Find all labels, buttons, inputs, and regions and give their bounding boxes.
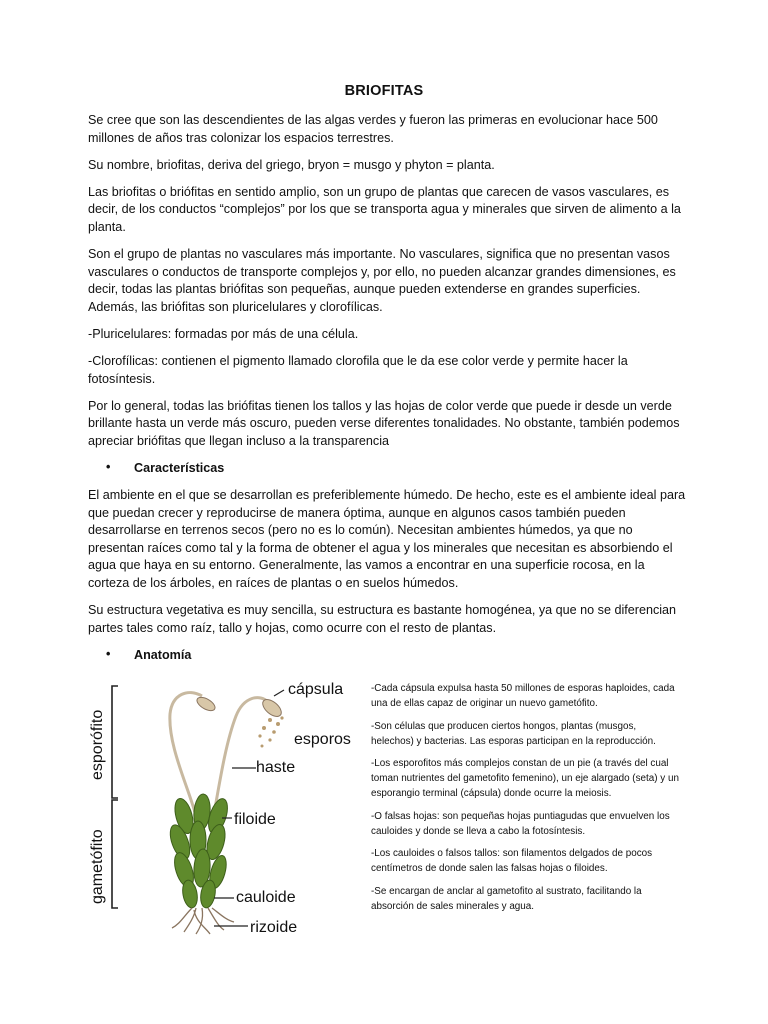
paragraph: El ambiente en el que se desarrollan es preferiblemente húmedo. De hecho, este es el ambiente ideal para que puedan crecer y reproducirse de manera óptima, aunque en algunos casos también pueden desarrollarse en terrenos secos (pero no es lo común). Necesitan ambientes húmedos, ya que no presentan raíces como tal y la forma de obtener el agua y los minerales que necesitan es absorbiendo el agua que haya en su entorno. Generalmente, las vamos a encontrar en una superficie rocosa, en la corteza de los árboles, en raíces de plantas o en suelos húmedos. xyxy=(88,488,686,591)
paragraph: Su nombre, briofitas, deriva del griego, bryon = musgo y phyton = planta. xyxy=(88,157,495,172)
label-haste: haste xyxy=(256,759,296,776)
rhizoids xyxy=(172,908,234,934)
anatomy-notes xyxy=(371,681,681,921)
paragraph: Su estructura vegetativa es muy sencilla, su estructura es bastante homogénea, ya que no se diferencian partes tales como raíz, tallo y hojas, como ocurre con el resto de plantas. xyxy=(88,603,677,635)
bullet-glyph: • xyxy=(106,646,111,661)
section-heading-anatomia xyxy=(88,647,686,665)
document-body xyxy=(88,112,686,674)
label-rizoide: rizoide xyxy=(250,919,298,936)
leaf-cluster xyxy=(166,793,231,909)
document-title: BRIOFITAS xyxy=(344,83,424,99)
note-cauloide: -Los cauloides o falsos tallos: son filamentos delgados de pocos centímetros de donde salen las falsas hojas o filoides. xyxy=(371,848,653,874)
stalks xyxy=(170,693,268,816)
moss-anatomy-figure xyxy=(84,676,366,946)
section-heading-text: Características xyxy=(134,461,225,475)
bullet-glyph: • xyxy=(106,460,111,474)
paragraph: Son el grupo de plantas no vasculares más importante. No vasculares, significa que no presentan vasos vasculares o conductos de transporte complejos y, por ello, no pueden alcanzar grandes dimensiones, es decir, todas las plantas briófitas son pequeñas, aunque pueden extenderse en grandes superficies. Además, las briófitas son pluricelulares y clorofílicas. xyxy=(88,247,676,314)
side-label-gametofito: gametófito xyxy=(89,829,106,904)
section-heading-text: Anatomía xyxy=(134,647,192,662)
spores xyxy=(258,716,283,747)
paragraph: -Clorofílicas: contienen el pigmento llamado clorofila que le da ese color verde y permite hacer la fotosíntesis. xyxy=(88,354,628,386)
label-cauloide: cauloide xyxy=(236,889,296,906)
note-esporos: -Son células que producen ciertos hongos, plantas (musgos, helechos) y bacterias. Las esporas participan en la reproducción. xyxy=(371,720,656,747)
paragraph: Por lo general, todas las briófitas tienen los tallos y las hojas de color verde que puede ir desde un verde brillante hasta un verde más oscuro, pueden verse diferentes tonalidades. No obstante, también podemos apreciar briófitas que llegan incluso a la transparencia xyxy=(88,398,680,448)
note-filoide: -O falsas hojas: son pequeñas hojas puntiagudas que envuelven los cauloides y donde se lleva a cabo la fotosíntesis. xyxy=(371,810,670,837)
note-capsula: -Cada cápsula expulsa hasta 50 millones de esporas haploides, cada una de ellas capaz de originar un nuevo gametófito. xyxy=(371,683,675,709)
label-filoide: filoide xyxy=(234,811,276,828)
label-capsula: cápsula xyxy=(288,681,344,698)
note-rizoide: -Se encargan de anclar al gametofito al sustrato, facilitando la absorción de sales minerales y agua. xyxy=(371,885,642,912)
bracket-lines xyxy=(112,686,118,908)
note-haste: -Los esporofitos más complejos constan de un pie (a través del cual toman nutrientes del gametofito femenino), un eje alargado (seta) y un esporangio terminal (cápsula) donde ocurre la meiosis. xyxy=(371,758,679,799)
label-esporos: esporos xyxy=(294,731,351,748)
side-label-esporofito: esporófito xyxy=(89,709,106,780)
moss-diagram xyxy=(84,676,366,946)
paragraph: -Pluricelulares: formadas por más de una célula. xyxy=(88,326,359,341)
paragraph: Se cree que son las descendientes de las algas verdes y fueron las primeras en evolucionar hace 500 millones de años tras colonizar los espacios terrestres. xyxy=(88,113,658,145)
section-heading-caracteristicas xyxy=(88,460,686,478)
paragraph: Las briofitas o briófitas en sentido amplio, son un grupo de plantas que carecen de vasos vasculares, es decir, de los conductos “complejos” por los que se transporta agua y minerales que sirven de alimento a la planta. xyxy=(88,184,681,234)
